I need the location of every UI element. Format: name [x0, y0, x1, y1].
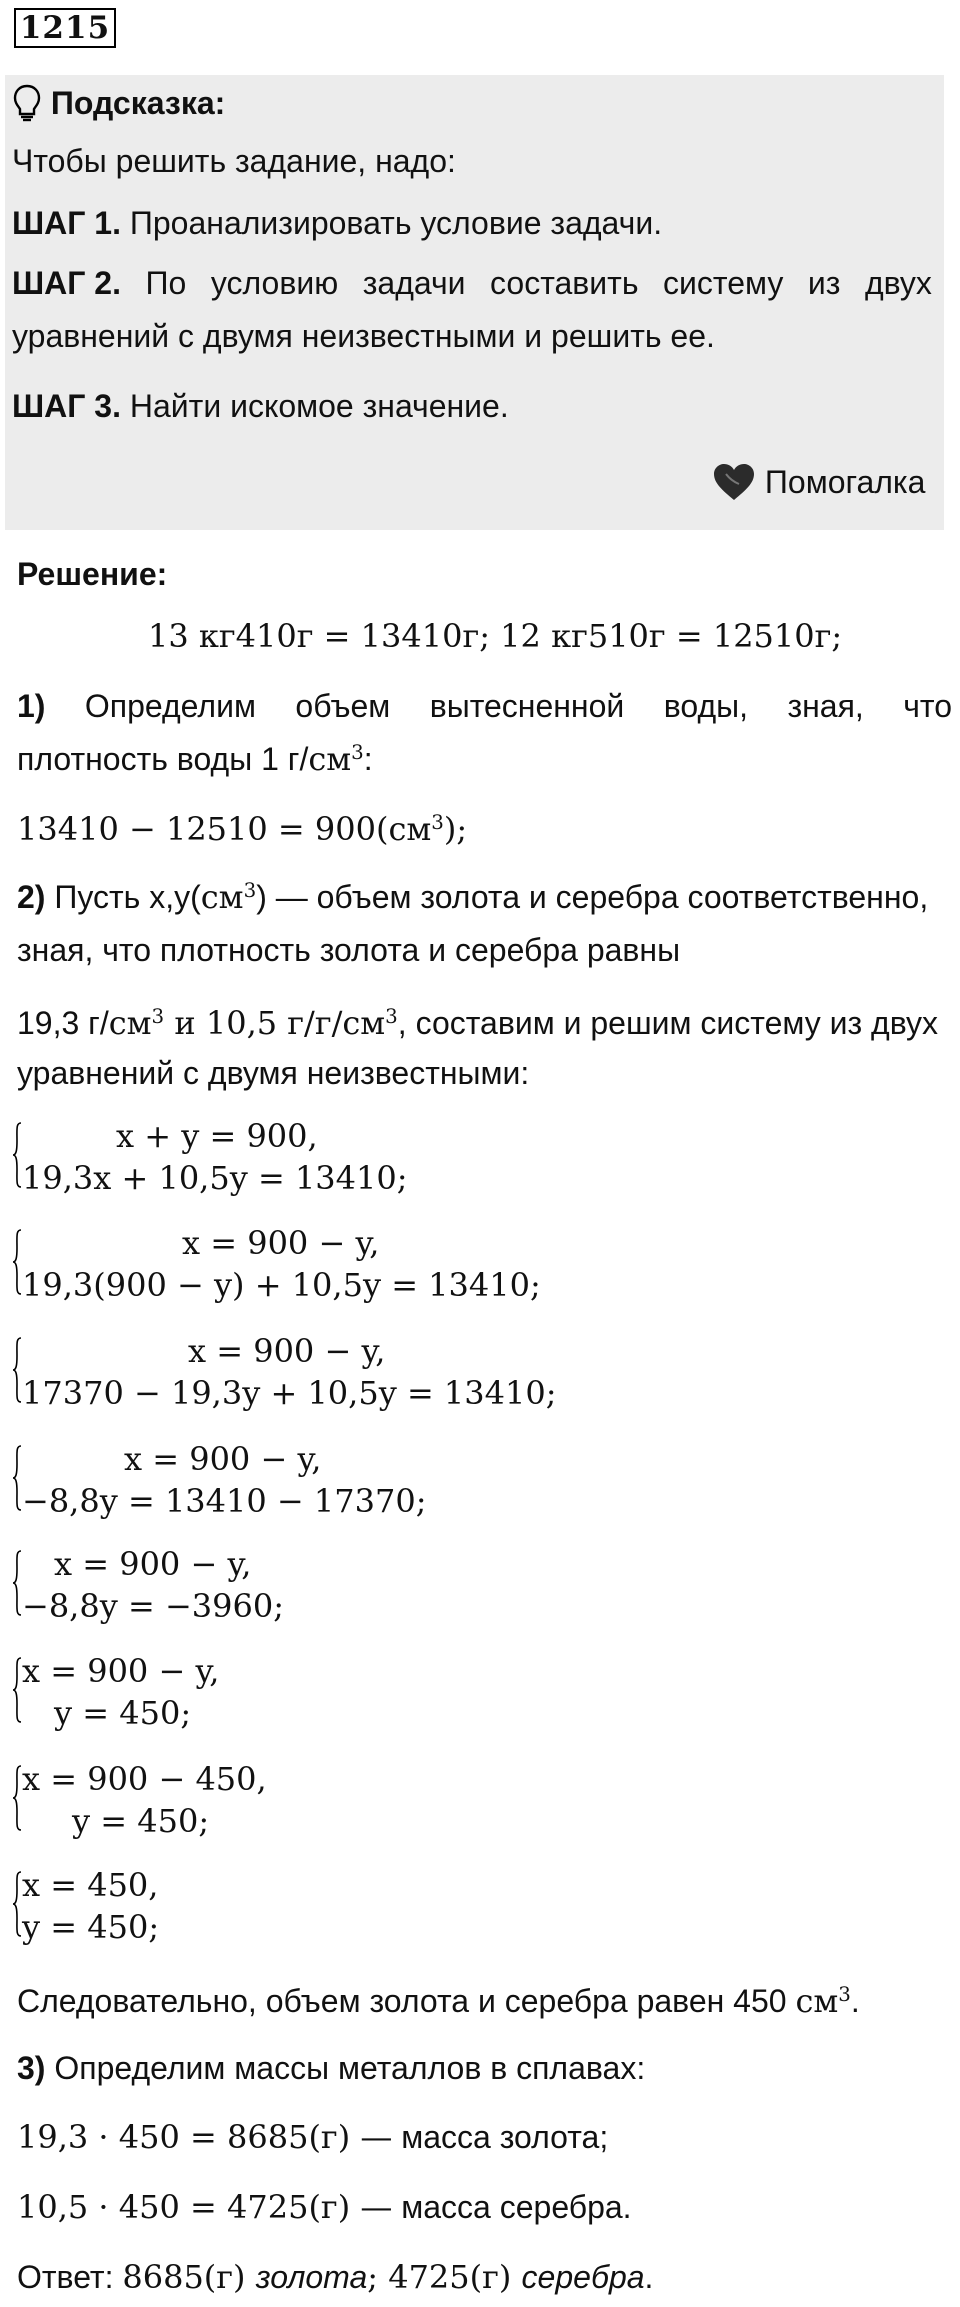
brace-icon: [12, 1656, 22, 1724]
step-2-word: По: [145, 265, 187, 301]
silver-mass-equation: 10,5 · 450 = 4725(г) — масса серебра.: [17, 2188, 632, 2226]
step-2-word: двух: [864, 265, 932, 301]
hint-step-2-line-2: уравнений с двумя неизвестными и решить ее.: [12, 318, 715, 354]
task-number: 1215: [14, 8, 116, 48]
part-1-word: объем: [295, 688, 391, 724]
step-2-word: из: [807, 265, 841, 301]
step-2-label: ШАГ 2.: [12, 265, 121, 301]
part-1-word: Определим: [84, 688, 256, 724]
brace-icon: [12, 1444, 22, 1512]
part-2-line-3: 19,3 $г/см^3$ и 10,5 $г/г/см^3$, составим и решим систему из двух: [17, 1004, 939, 1042]
part-1-word: вытесненной: [429, 688, 625, 724]
part-1-word: зная,: [787, 688, 864, 724]
step-2-word: задачи: [362, 265, 466, 301]
part-1-line-1: [17, 688, 952, 725]
part-2-line-2: зная, что плотность золота и серебра равны: [17, 932, 681, 968]
mass-conversion: 13 кг410г = 13410г; 12 кг510г = 12510г;: [148, 617, 843, 655]
part-2-line-1: 2) Пусть $x,y(см^3)$ — объем золота и серебра соответственно,: [17, 878, 929, 916]
heart-icon: [712, 462, 756, 502]
brace-icon: [12, 1336, 22, 1404]
hint-title: Подсказка:: [50, 85, 226, 121]
brace-icon: [12, 1121, 22, 1189]
part-1-word: воды,: [663, 688, 748, 724]
part-3-line: 3) Определим массы металлов в сплавах:: [17, 2050, 646, 2086]
answer: Ответ: 8685(г) золота; 4725(г) серебра.: [17, 2258, 654, 2296]
part-1-label: 1): [17, 688, 46, 724]
step-2-word: составить: [490, 265, 639, 301]
brace-icon: [12, 1870, 22, 1938]
brace-icon: [12, 1549, 22, 1617]
gold-mass-equation: 19,3 · 450 = 8685(г) — масса золота;: [17, 2118, 609, 2156]
hint-step-3: [12, 388, 509, 425]
hint-title-row: [12, 84, 225, 122]
helper-link[interactable]: [712, 462, 925, 502]
hint-step-1: [12, 205, 662, 242]
conclusion: Следовательно, объем золота и серебра равен 450 $см^3$.: [17, 1982, 860, 2020]
helper-label: Помогалка: [764, 464, 926, 500]
hint-intro: Чтобы решить задание, надо:: [12, 143, 456, 179]
brace-icon: [12, 1764, 22, 1832]
hint-step-2-line-1: [12, 265, 932, 302]
step-2-word: систему: [663, 265, 784, 301]
lightbulb-icon: [12, 84, 42, 122]
step-1-text: Проанализировать условие задачи.: [120, 205, 663, 241]
part-1-line-2: плотность воды 1 $г/см^3$:: [17, 740, 373, 778]
step-3-label: ШАГ 3.: [12, 388, 121, 424]
step-2-word: условию: [210, 265, 339, 301]
part-1-word: что: [903, 688, 952, 724]
water-volume-equation: $13410 - 12510 = 900(см^3)$;: [17, 810, 468, 848]
part-2-line-4: уравнений с двумя неизвестными:: [17, 1055, 530, 1091]
step-3-text: Найти искомое значение.: [120, 388, 509, 424]
brace-icon: [12, 1228, 22, 1296]
solution-heading: Решение:: [17, 556, 168, 592]
step-1-label: ШАГ 1.: [12, 205, 121, 241]
